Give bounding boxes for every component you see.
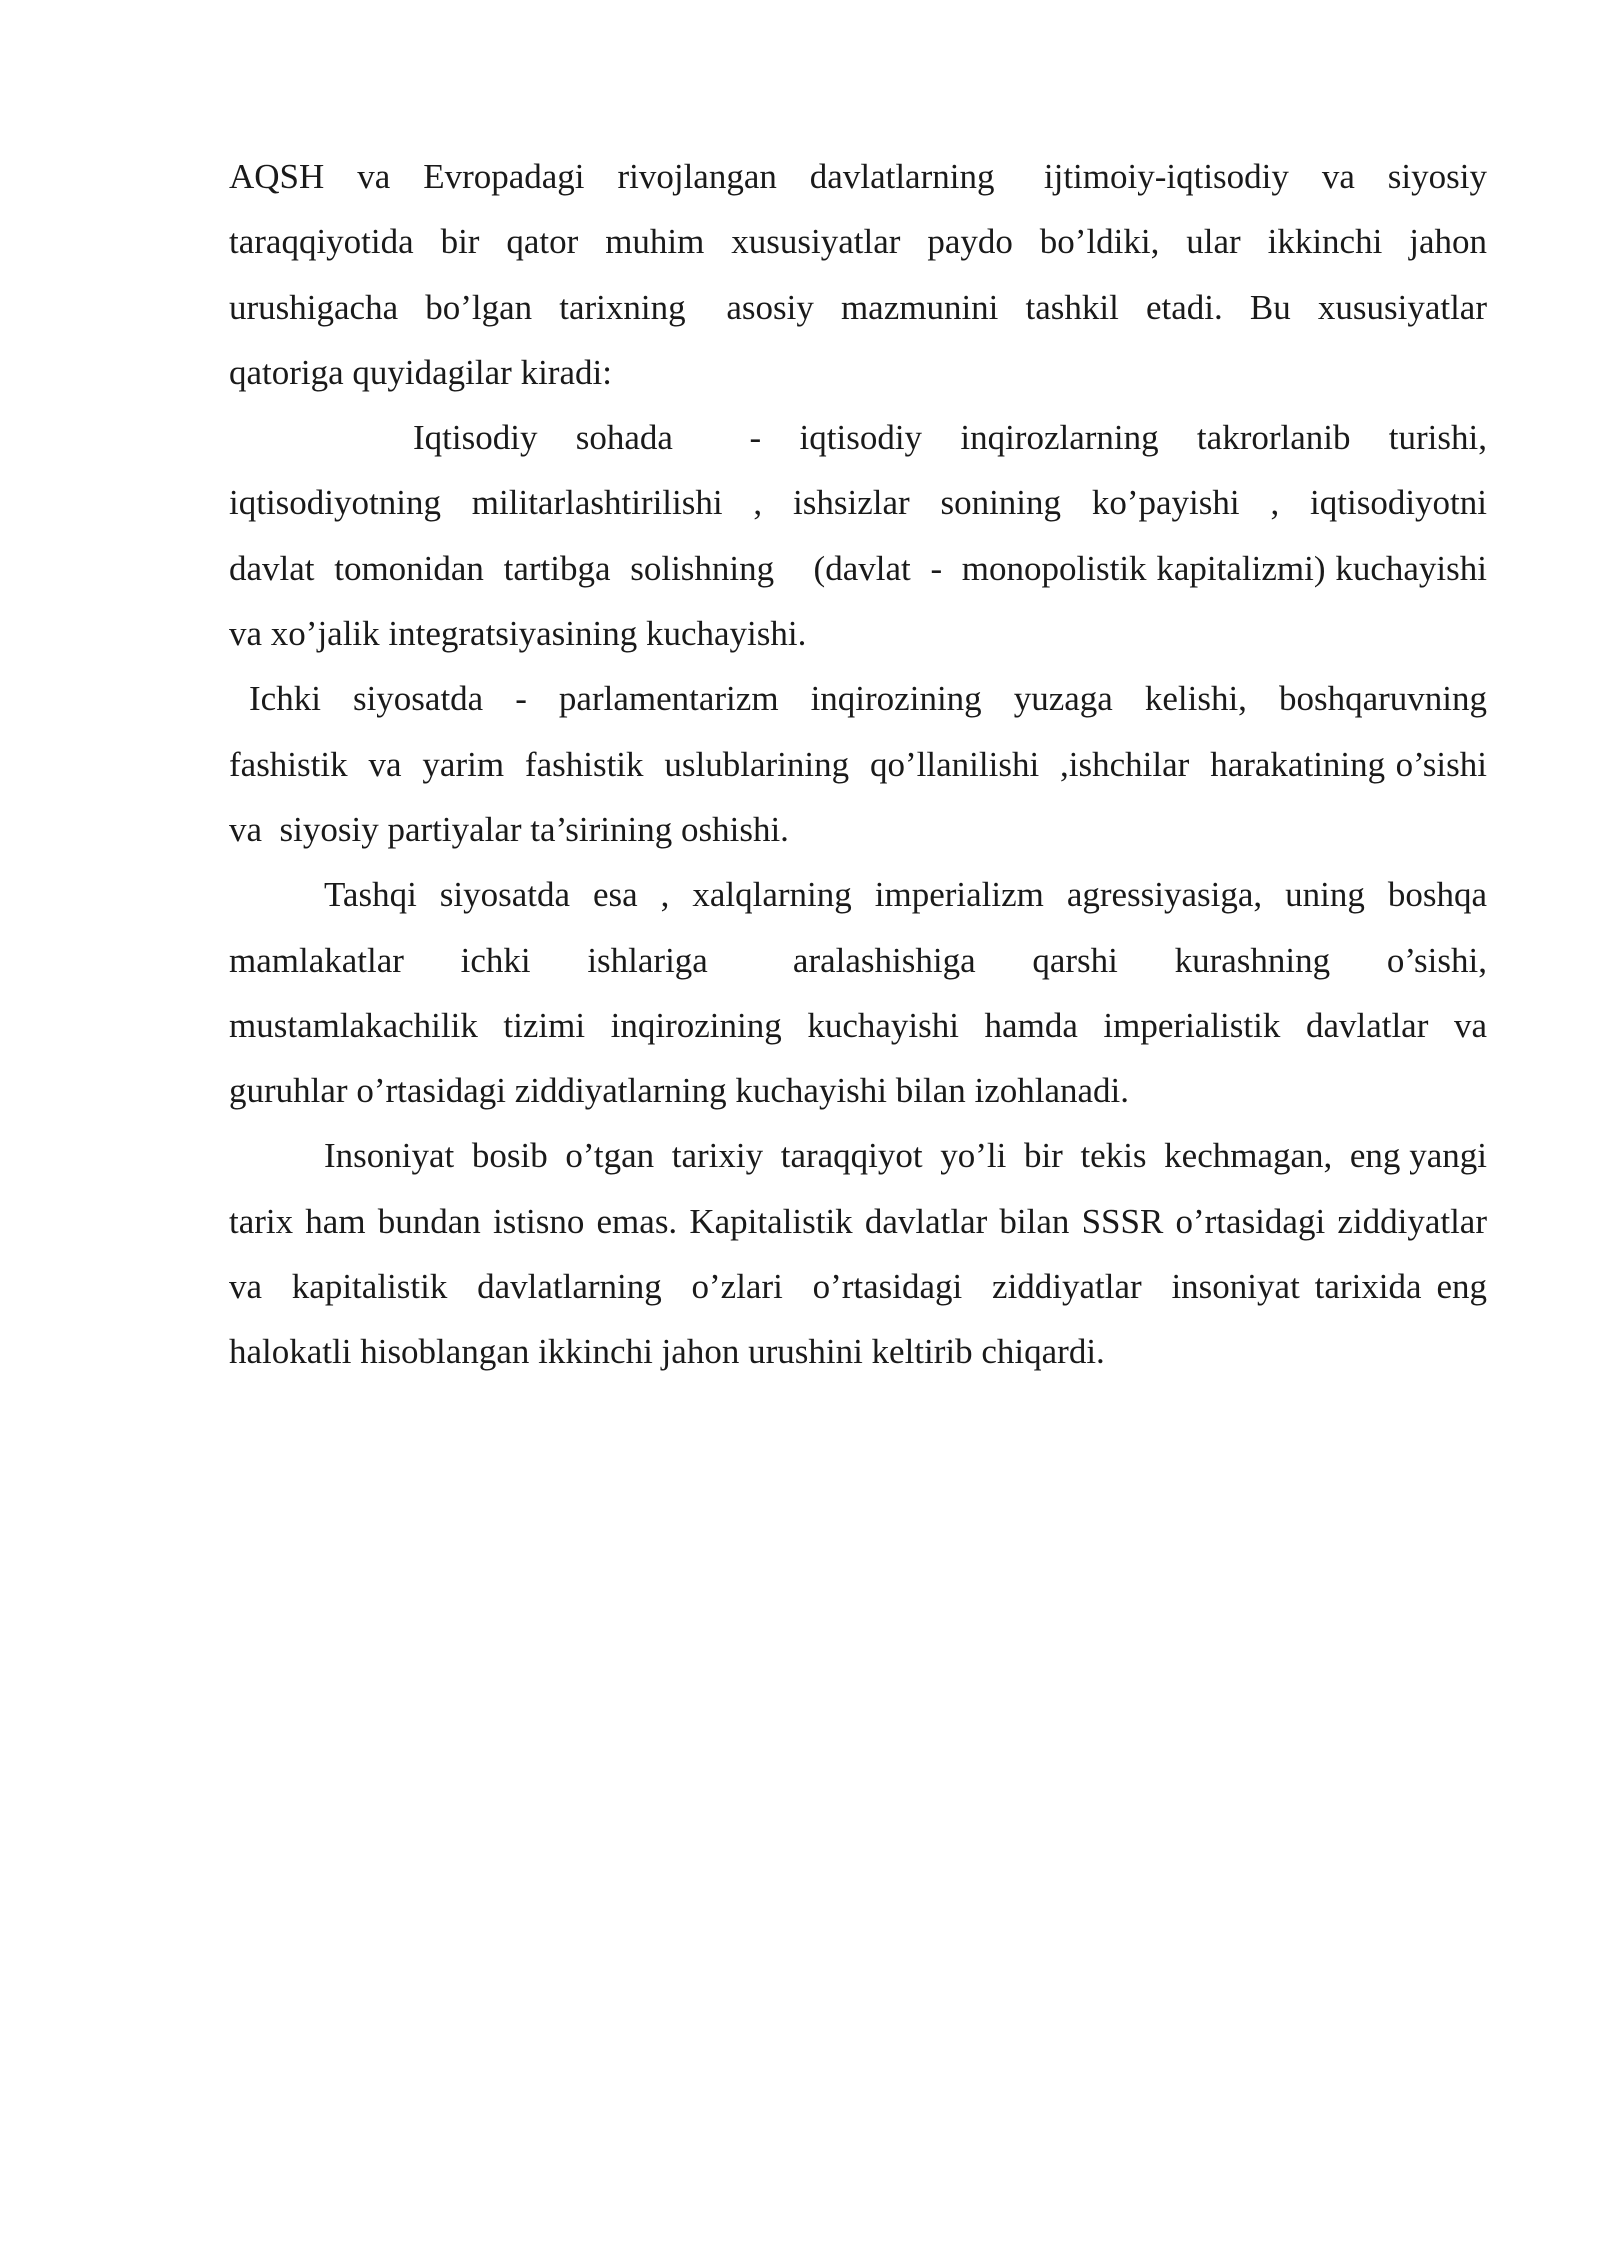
paragraph-domestic-policy: Ichki siyosatda - parlamentarizm inqirozining yuzaga kelishi, boshqaruvning fashistik va yarim fashistik uslublarining qo’llanilishi ,ishchilar harakatining o’sishi va siyosiy partiyalar ta’sirining oshishi.: [229, 679, 1496, 849]
paragraph-foreign-policy: Tashqi siyosatda esa , xalqlarning imperializm agressiyasiga, uning boshqa mamlakatlar ichki ishlariga aralashishiga qarshi kurashning o’sishi, mustamlakachilik tizimi inqirozining kuchayishi hamda imperialistik davlatlar va guruhlar o’rtasidagi ziddiyatlarning kuchayishi bilan izohlanadi.: [229, 875, 1496, 1111]
document-body: [229, 144, 1505, 1385]
paragraph-intro: AQSH va Evropadagi rivojlangan davlatlarning ijtimoiy-iqtisodiy va siyosiy taraqqiyotida bir qator muhim xususiyatlar paydo bo’ldiki, ular ikkinchi jahon urushigacha bo’lgan tarixning asosiy mazmunini tashkil etadi. Bu xususiyatlar qatoriga quyidagilar kiradi:: [229, 157, 1496, 392]
paragraph-economic: Iqtisodiy sohada - iqtisodiy inqirozlarning takrorlanib turishi, iqtisodiyotning militarlashtirilishi , ishsizlar sonining ko’payishi , iqtisodiyotni davlat tomonidan tartibga solishning (davlat - monopolistik kapitalizmi) kuchayishi va xo’jalik integratsiyasining kuchayishi.: [229, 418, 1496, 654]
paragraph-conclusion: Insoniyat bosib o’tgan tarixiy taraqqiyot yo’li bir tekis kechmagan, eng yangi tarix ham bundan istisno emas. Kapitalistik davlatlar bilan SSSR o’rtasidagi ziddiyatlar va kapitalistik davlatlarning o’zlari o’rtasidagi ziddiyatlar insoniyat tarixida eng halokatli hisoblangan ikkinchi jahon urushini keltirib chiqardi.: [229, 1136, 1505, 1372]
